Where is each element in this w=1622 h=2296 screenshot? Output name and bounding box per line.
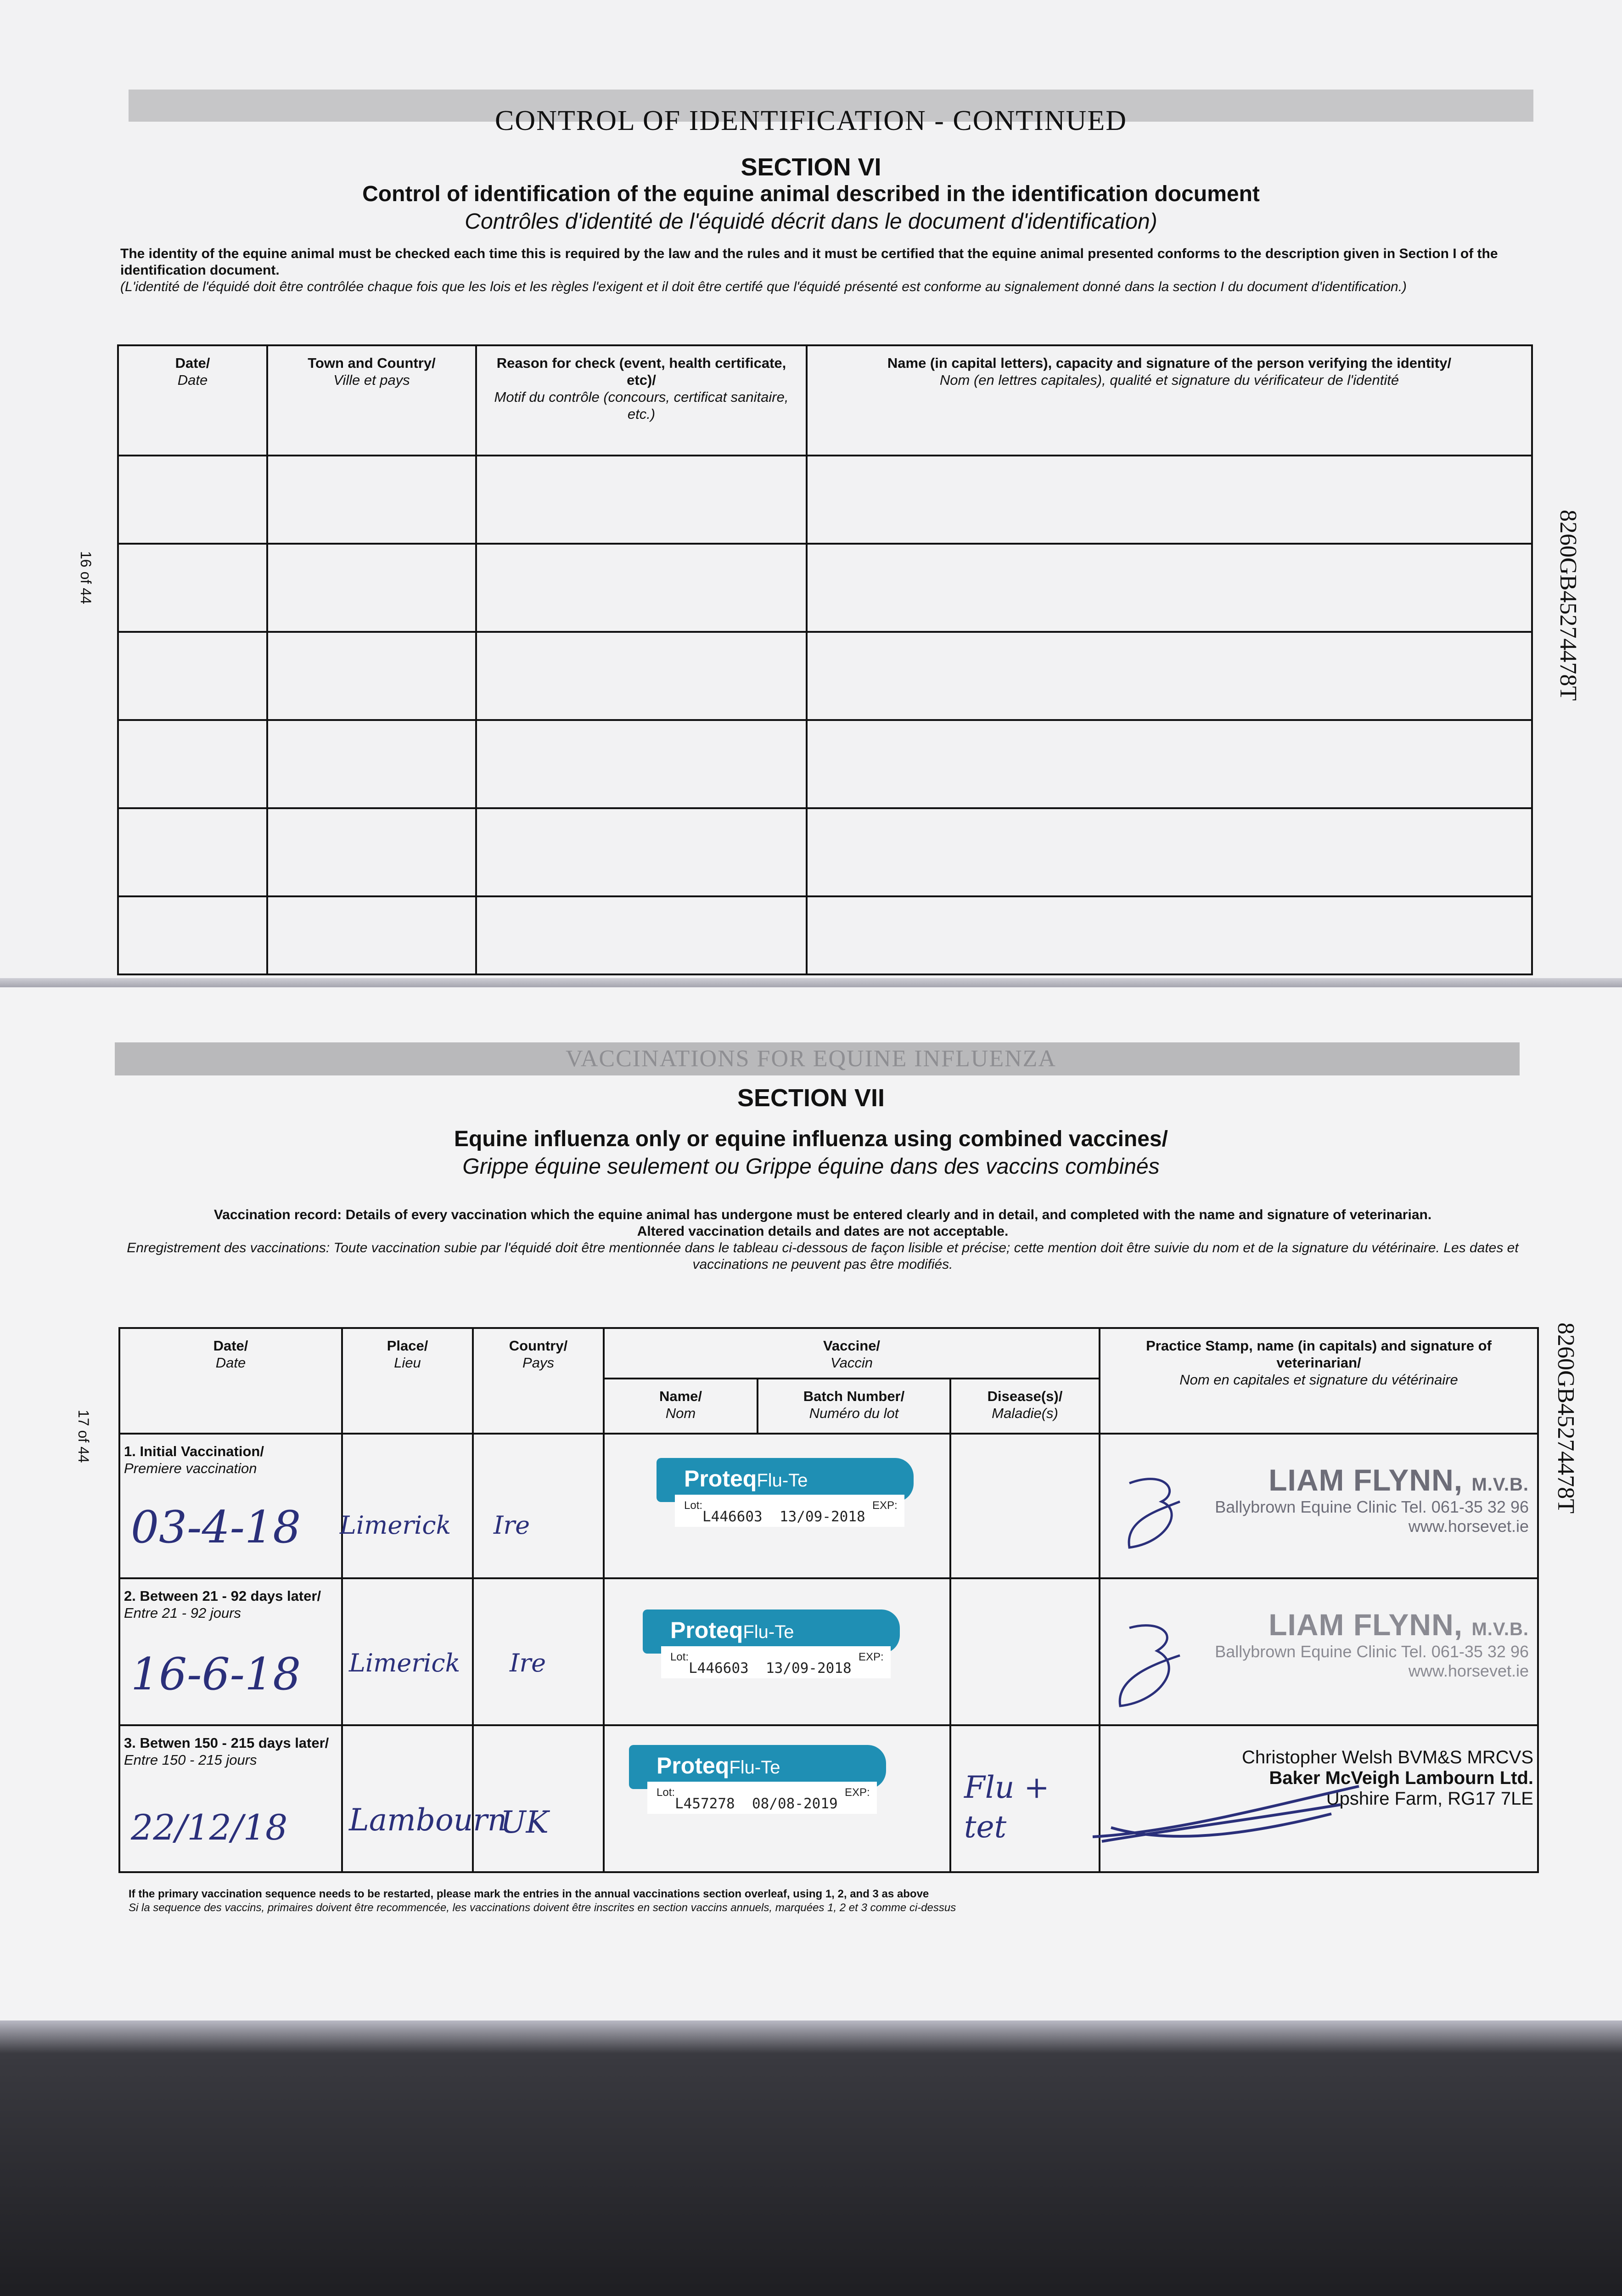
col-batch-header: Batch Number/ Numéro du lot [758, 1379, 950, 1434]
col-date-header: Date/ Date [119, 1328, 342, 1434]
vacc-header-row [119, 1328, 1538, 1379]
section-vii-title: SECTION VII [737, 1084, 885, 1112]
instructions-en-2: Altered vaccination details and dates are not acceptable. [637, 1224, 1009, 1239]
col-vaccine-name-header: Name/ Nom [604, 1379, 758, 1434]
instructions-en: The identity of the equine animal must be checked each time this is required by the law and the rules and it must be certified that the equine animal presented conforms to the description given in Section I of the identification document. [120, 246, 1498, 278]
col-vaccine-header: Vaccine/ Vaccin [604, 1328, 1100, 1379]
section-vi-instructions [120, 246, 1516, 295]
vet-stamp-1: LIAM FLYNN, M.V.B. Ballybrown Equine Clinic Tel. 061-35 32 96 www.horsevet.ie [1215, 1463, 1529, 1536]
banner-control-of-identification: CONTROL OF IDENTIFICATION - CONTINUED [494, 105, 1128, 136]
col-place-header: Place/ Lieu [342, 1328, 473, 1434]
col-name-header: Name (in capital letters), capacity and signature of the person verifying the identity/ Nom (en lettres capitales), qualité et signature du vérificateur de l'identité [807, 345, 1532, 456]
row3-country: UK [500, 1805, 549, 1840]
row3-date: 22/12/18 [131, 1807, 288, 1848]
passport-id-top: 8260GB45274478T [1555, 510, 1581, 701]
identity-check-table [117, 344, 1533, 975]
row2-date: 16-6-18 [131, 1649, 301, 1700]
row1-batch: L446603 13/09-2018 [702, 1508, 865, 1525]
row3-batch: L457278 08/08-2019 [675, 1795, 838, 1812]
passport-id-bottom: 8260GB45274478T [1553, 1322, 1579, 1514]
row2-batch: L446603 13/09-2018 [689, 1660, 852, 1677]
vet-signature-3 [1083, 1777, 1368, 1851]
section-vi-heading-en: Control of identification of the equine animal described in the identification document [362, 182, 1260, 206]
scan-background [0, 2020, 1622, 2296]
table-row [118, 456, 1532, 544]
col-country-header: Country/ Pays [473, 1328, 604, 1434]
vaccine-label-2: ProteqFlu-Te Lot: EXP: L446603 13/09-2018 [643, 1609, 900, 1678]
row1-country: Ire [494, 1511, 530, 1540]
row3-place: Lambourn [349, 1802, 507, 1838]
row1-place: Limerick [340, 1511, 451, 1540]
instructions-en-1: Vaccination record: Details of every vaccination which the equine animal has undergone must be entered clearly and in detail, and completed with the name and signature of veterinarian. [213, 1207, 1432, 1222]
col-town-header: Town and Country/ Ville et pays [267, 345, 476, 456]
row2-place: Limerick [349, 1649, 460, 1677]
footnote [129, 1887, 956, 1915]
vacc-row-3: 3. Betwen 150 - 215 days later/ Entre 150 - 215 jours [119, 1725, 1538, 1872]
section-vii-heading-fr: Grippe équine seulement ou Grippe équine dans des vaccins combinés [462, 1154, 1160, 1179]
row1-date: 03-4-18 [131, 1502, 301, 1553]
col-date-header: Date/ Date [118, 345, 267, 456]
section-vii-instructions [120, 1207, 1525, 1273]
table-row [118, 896, 1532, 974]
row2-country: Ire [510, 1649, 546, 1677]
col-stamp-header: Practice Stamp, name (in capitals) and signature of veterinarian/ Nom en capitales et signature du vétérinaire [1100, 1328, 1538, 1434]
page-number-16: 16 of 44 [78, 551, 94, 604]
col-disease-header: Disease(s)/ Maladie(s) [950, 1379, 1100, 1434]
row3-disease: Flu + tet [964, 1770, 1050, 1845]
table-header-row [118, 345, 1532, 456]
table-row [118, 808, 1532, 896]
vet-signature-1 [1111, 1465, 1203, 1557]
col-reason-header: Reason for check (event, health certificate, etc)/ Motif du contrôle (concours, certificat sanitaire, etc.) [476, 345, 807, 456]
section-vii-heading-en: Equine influenza only or equine influenza using combined vaccines/ [454, 1127, 1168, 1151]
table-row [118, 632, 1532, 720]
section-vi-heading-fr: Contrôles d'identité de l'équidé décrit dans le document d'identification) [465, 209, 1157, 234]
instructions-fr: (L'identité de l'équidé doit être contrôlée chaque fois que les lois et les règles l'exigent et il doit être certifé que l'équidé présenté est conforme au signalement donné dans la section I du document d'identification.) [120, 279, 1407, 294]
section-vi-title: SECTION VI [741, 153, 881, 181]
vet-stamp-3: Christopher Welsh BVM&S MRCVS Baker McVeigh Lambourn Ltd. Upshire Farm, RG17 7LE [1242, 1747, 1533, 1809]
vaccine-label-1: ProteqFlu-Te Lot: EXP: L446603 13/09-2018 [657, 1458, 914, 1527]
vet-signature-2 [1106, 1614, 1198, 1715]
footnote-fr: Si la sequence des vaccins, primaires doivent être recommencée, les vaccinations doivent être inscrites en section vaccins annuels, marquées 1, 2 et 3 comme ci-dessus [129, 1902, 956, 1914]
footnote-en: If the primary vaccination sequence needs to be restarted, please mark the entries in the annual vaccinations section overleaf, using 1, 2, and 3 as above [129, 1888, 929, 1900]
vaccine-label-3: ProteqFlu-Te Lot: EXP: L457278 08/08-2019 [629, 1745, 886, 1814]
table-row [118, 720, 1532, 808]
vet-stamp-2: LIAM FLYNN, M.V.B. Ballybrown Equine Clinic Tel. 061-35 32 96 www.horsevet.ie [1215, 1608, 1529, 1680]
banner-vaccinations: VACCINATIONS FOR EQUINE INFLUENZA [566, 1046, 1056, 1072]
instructions-fr: Enregistrement des vaccinations: Toute vaccination subie par l'équidé doit être mentionnée dans le tableau ci-dessous de façon lisible et précise; cette mention doit être suivie du nom et de la signature du vétérinaire. Les dates et vaccinations ne peuvent pas être modifiés. [127, 1240, 1519, 1272]
table-row [118, 544, 1532, 632]
page-number-17: 17 of 44 [75, 1410, 92, 1463]
vacc-row-1: 1. Initial Vaccination/ Premiere vaccination [119, 1434, 1538, 1578]
vacc-row-2: 2. Between 21 - 92 days later/ Entre 21 - 92 jours [119, 1578, 1538, 1725]
